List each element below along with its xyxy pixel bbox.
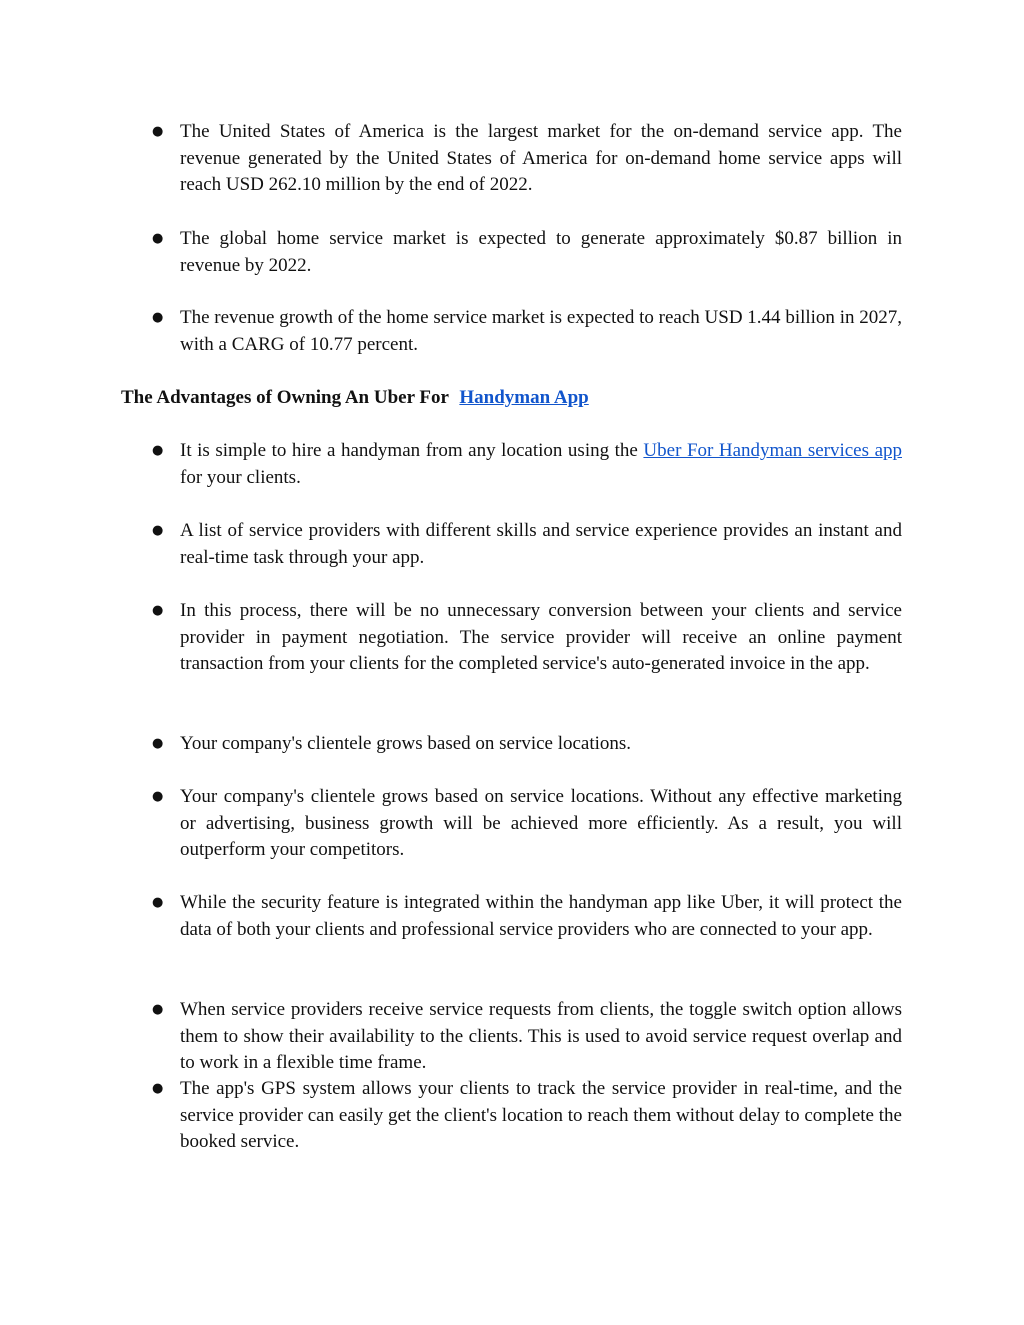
handyman-app-link[interactable]: Handyman App <box>459 387 589 408</box>
bullet-dot: ● <box>152 789 164 804</box>
bullet-dot: ● <box>152 736 164 751</box>
list-item <box>121 518 904 571</box>
list-item <box>121 119 904 199</box>
list-item-text: While the security feature is integrated within the handyman app like Uber, it will protect the data of both your clients and professional service providers who are connected to your app. <box>180 892 902 940</box>
list-item-text-after: for your clients. <box>180 466 301 488</box>
list-item-text: The United States of America is the largest market for the on-demand service app. The revenue generated by the United States of America for on-demand home service apps will reach USD 262.10 million by the end of 2022. <box>180 121 902 196</box>
list-item-text <box>180 438 902 491</box>
bullet-dot: ● <box>152 310 164 325</box>
list-item <box>121 731 904 758</box>
list-item-text: The revenue growth of the home service market is expected to reach USD 1.44 billion in 2027, with a CARG of 10.77 percent. <box>180 307 902 355</box>
bullet-dot: ● <box>152 895 164 910</box>
list-item <box>121 1076 904 1156</box>
bullet-dot: ● <box>152 443 164 458</box>
list-item <box>121 890 904 943</box>
list-item-text: When service providers receive service requests from clients, the toggle switch option allows them to show their availability to the clients. This is used to avoid service request overlap and to work in a flexible time frame. <box>180 999 902 1074</box>
list-item-text: The global home service market is expected to generate approximately $0.87 billion in revenue by 2022. <box>180 228 902 276</box>
list-item <box>121 784 904 864</box>
bullet-dot: ● <box>152 1002 164 1017</box>
section-heading-text: The Advantages of Owning An Uber For <box>121 387 449 408</box>
list-item <box>121 438 904 491</box>
bullet-dot: ● <box>152 231 164 246</box>
bullet-dot: ● <box>152 1081 164 1096</box>
list-item <box>121 997 904 1077</box>
uber-for-handyman-services-app-link[interactable]: Uber For Handyman services app <box>643 440 902 461</box>
list-item-text: Your company's clientele grows based on service locations. Without any effective marketing or advertising, business growth will be achieved more efficiently. As a result, you will outperform your competitors. <box>180 786 902 861</box>
bullet-dot: ● <box>152 124 164 139</box>
list-item-text: In this process, there will be no unnecessary conversion between your clients and service provider in payment negotiation. The service provider will receive an online payment transaction from your clients for the completed service's auto-generated invoice in the app. <box>180 600 902 675</box>
list-item-text: The app's GPS system allows your clients to track the service provider in real-time, and the service provider can easily get the client's location to reach them without delay to complete the booked service. <box>180 1078 902 1153</box>
list-item-text: Your company's clientele grows based on service locations. <box>180 733 632 754</box>
bullet-dot: ● <box>152 523 164 538</box>
list-item-text-before: It is simple to hire a handyman from any location using the <box>180 440 644 461</box>
list-item <box>121 305 904 358</box>
list-item-text: A list of service providers with different skills and service experience provides an instant and real-time task through your app. <box>180 520 902 568</box>
list-item <box>121 598 904 678</box>
section-heading <box>121 385 589 412</box>
bullet-dot: ● <box>152 603 164 618</box>
list-item <box>121 226 904 279</box>
